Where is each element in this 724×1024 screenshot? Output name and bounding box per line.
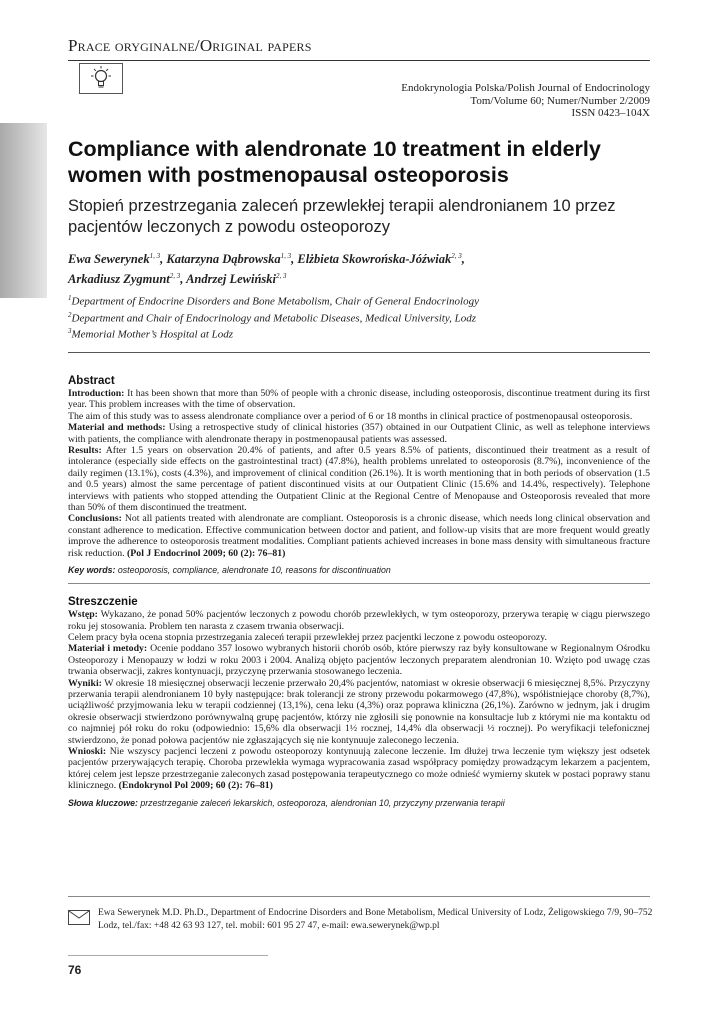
header-rule (68, 60, 650, 61)
author-name: Andrzej Lewiński (186, 272, 277, 287)
affiliation-text: Memorial Mother’s Hospital at Lodz (71, 328, 234, 341)
envelope-icon (68, 910, 90, 925)
affiliation-text: Department of Endocrine Disorders and Bone Metabolism, Chair of General Endocrinology (71, 295, 479, 308)
author-name: Elżbieta Skowrońska-Jóźwiak (297, 252, 452, 267)
page-number-rule (68, 955, 268, 956)
label: Conclusions: (68, 513, 122, 525)
affiliation-number: 3 (68, 327, 72, 336)
affiliation-item (68, 292, 658, 309)
text: osteoporosis, compliance, alendronate 10, reasons for discontinuation (117, 565, 391, 576)
streszczenie-keywords (68, 798, 650, 808)
abstract-aim: The aim of this study was to assess alendronate compliance over a period of 6 or 18 months in clinical practice of postmenopausal osteoporosis. (68, 410, 633, 422)
side-gray-bar (0, 123, 47, 298)
article-title-polish: Stopień przestrzegania zaleceń przewlekłej terapii alendronianem 10 przez pacjentów leczonych z powodu osteoporozy (68, 197, 616, 236)
label: Material and methods: (68, 422, 166, 434)
label: Wyniki: (68, 677, 102, 689)
label: Key words: (68, 565, 116, 576)
author-affiliation-sup: 2, 3 (451, 252, 462, 260)
affiliation-item (68, 325, 658, 342)
journal-info (401, 82, 650, 120)
section-header (68, 36, 312, 56)
section-divider (68, 583, 650, 584)
text: W okresie 18 miesięcznej obserwacji leczenie przerwało 20,4% pacjentów, natomiast w okresie obserwacji 6 miesięcznej 8,5%. Przyczyny przerwania terapii alendronianem 10 były następujące: brak tolerancji ze strony przewodu pokarmowego (47,8%), współistniejące choroby (8,7%), uciążliwość przyjmowania leku w terapii codziennej (13,1%), cena leku (4,3%) oraz poprawa kliniczna (26,1%). Zarówno w jednym, jak i drugim okresie obserwacji stwierdzono porównywalną grupę pacjentów, którzy nie zgłosili się ponownie na konsultacje lub z którymi nie ma kontaktu od co najmniej pół roku do roku (odpowiednio: 15,6% dla obserwacji 1½ rocznej, 14,4% dla obserwacji ½ rocznej). Po weryfikacji telefonicznej stwierdzono, że ponad połowa pacjentów nie zgłaszających się nie kontynuuje zaleconego leczenia. (68, 677, 650, 746)
author-list (68, 248, 658, 288)
correspondence-footnote: Ewa Sewerynek M.D. Ph.D., Department of Endocrine Disorders and Bone Metabolism, Medical University of Lodz, Żeligowskiego 7/9, 90–752 Lodz, tel./fax: +48 42 63 93 127, tel. mobil: 601 95 27 47, e-mail: ewa.sewerynek@wp.pl (98, 908, 653, 931)
article-title: Compliance with alendronate 10 treatment in elderly women with postmenopausal osteoporosis (68, 137, 601, 187)
citation: (Pol J Endocrinol 2009; 60 (2): 76–81) (127, 547, 286, 559)
streszczenie-heading: Streszczenie (68, 596, 138, 609)
abstract-keywords (68, 565, 650, 575)
abstract-introduction (68, 388, 650, 411)
affiliation-number: 1 (68, 294, 72, 302)
author-name: Arkadiusz Zygmunt (68, 272, 170, 287)
label: Results: (68, 445, 102, 457)
abstract-heading: Abstract (68, 375, 115, 387)
lightbulb-icon (79, 63, 123, 94)
text: Using a retrospective study of clinical histories (357) obtained in our Outpatient Clinic, as well as telephone interviews with patients, the compliance with alendronate therapy in postmenopausal patients was assessed. (68, 422, 650, 445)
affiliation-list (68, 292, 658, 342)
affiliation-number: 2 (68, 310, 72, 319)
streszczenie-cel: Celem pracy była ocena stopnia przestrzegania zaleceń terapii przewlekłej przez pacjentki leczone z powodu osteoporozy. (68, 631, 547, 643)
author-name: Ewa Sewerynek (68, 252, 150, 267)
footnote-rule (68, 896, 650, 897)
section-divider (68, 352, 650, 353)
affiliation-item (68, 309, 658, 326)
page-number: 76 (68, 963, 82, 977)
author-affiliation-sup: 1, 3 (280, 252, 292, 260)
journal-volume: Tom/Volume 60; Numer/Number 2/2009 (470, 94, 650, 107)
author-separator: , (461, 252, 465, 267)
author-separator: , (291, 252, 298, 267)
label: Wnioski: (68, 745, 107, 757)
label: Materiał i metody: (68, 643, 148, 655)
author-separator: , (180, 272, 187, 287)
affiliation-text: Department and Chair of Endocrinology and Metabolic Diseases, Medical University, Lodz (71, 312, 477, 325)
journal-name: Endokrynologia Polska/Polish Journal of Endocrinology (401, 82, 650, 94)
author-affiliation-sup: 2, 3 (276, 272, 287, 281)
text: Nie wszyscy pacjenci leczeni z powodu osteoporozy kontynuują zalecone leczenie. Im dłużej trwa leczenie tym większy jest odsetek pacjentów przerywających terapię. Choroba przewlekła wymaga wypracowania zasad współpracy pomiędzy prowadzącym lekarzem a pacjentem, której celem jest lepsze przestrzeganie zaleconych zasad postępowania terapeutycznego co może odnieść wymierny skutek w postaci poprawy stanu klinicznego. (68, 745, 650, 792)
journal-issn: ISSN 0423–104X (571, 107, 650, 119)
section-header-text: Prace oryginalne/Original papers (68, 36, 312, 55)
label: Słowa kluczowe: (68, 797, 138, 808)
label: Wstęp: (68, 609, 98, 621)
streszczenie-wnioski (68, 746, 650, 792)
streszczenie-wstep (68, 609, 650, 632)
abstract-methods (68, 422, 650, 445)
streszczenie-wyniki (68, 678, 650, 746)
text: przestrzeganie zaleceń lekarskich, osteoporoza, alendronian 10, przyczyny przerwania terapii (140, 797, 505, 808)
text: It has been shown that more than 50% of people with a chronic disease, including osteoporosis, discontinue treatment during its first year. This problem increases with the time of observation. (68, 388, 650, 411)
label: Introduction: (68, 388, 125, 399)
text: Wykazano, że ponad 50% pacjentów leczonych z powodu chorób przewlekłych, w tym osteoporozy, przerywa terapię w ciągu pierwszego roku jej stosowania. Problem ten narasta z czasem trwania obserwacji. (68, 609, 651, 632)
text: Not all patients treated with alendronate are compliant. Osteoporosis is a chronic disease, which needs long clinical observation and constant adherence to medication. Effective communication between doctor and patient, and follow-up visits that are more frequent would greatly improve the adherence to osteoporosis treatment modalities. Compliant patients achieved increases in bone mass density with simultaneous fracture risk reduction. (68, 513, 651, 559)
text: Ocenie poddano 357 losowo wybranych historii chorób osób, które pierwszy raz były konsultowane w Regionalnym Ośrodku Osteoporozy i Menopauzy w łodzi w roku 2003 i 2004. Analizą objęto pacjentów leczonych preparatem alendronian 10. Wzięto pod uwagę czas trwania obserwacji, zakres kontynuacji, przyczynę przerwania stosowanego leczenia. (68, 643, 650, 678)
streszczenie-metody (68, 643, 650, 677)
author-name: Katarzyna Dąbrowska (166, 252, 281, 267)
author-affiliation-sup: 2, 3 (169, 272, 181, 281)
abstract-conclusions (68, 513, 650, 559)
text: After 1.5 years on observation 20.4% of patients, and after 0.5 years 8.5% of patients, discontinued their treatment as a result of intolerance (especially side effects on the gastrointestinal tract) (47.8%), health problems unrelated to osteoporosis (8.7%), inconvenience of the daily regimen (13.1%), costs (4.3%), and improvement of clinical condition (26.1%). It is worth mentioning that in both periods of observation (1.5 and 0.5 years) almost the same percentage of patient discontinued visits at our Outpatient Clinic (15.6% and 14.4%, respectively). Telephone interviews with patients who stopped attending the Outpatient Clinic at the Regional Centre of Menopause and Osteoporosis revealed that more than 50% of them discontinued the treatment. (68, 445, 650, 514)
citation: (Endokrynol Pol 2009; 60 (2): 76–81) (118, 780, 273, 792)
abstract-results (68, 445, 650, 513)
abstract-section (68, 375, 650, 808)
author-affiliation-sup: 1, 3 (149, 252, 161, 260)
author-separator: , (160, 252, 167, 267)
